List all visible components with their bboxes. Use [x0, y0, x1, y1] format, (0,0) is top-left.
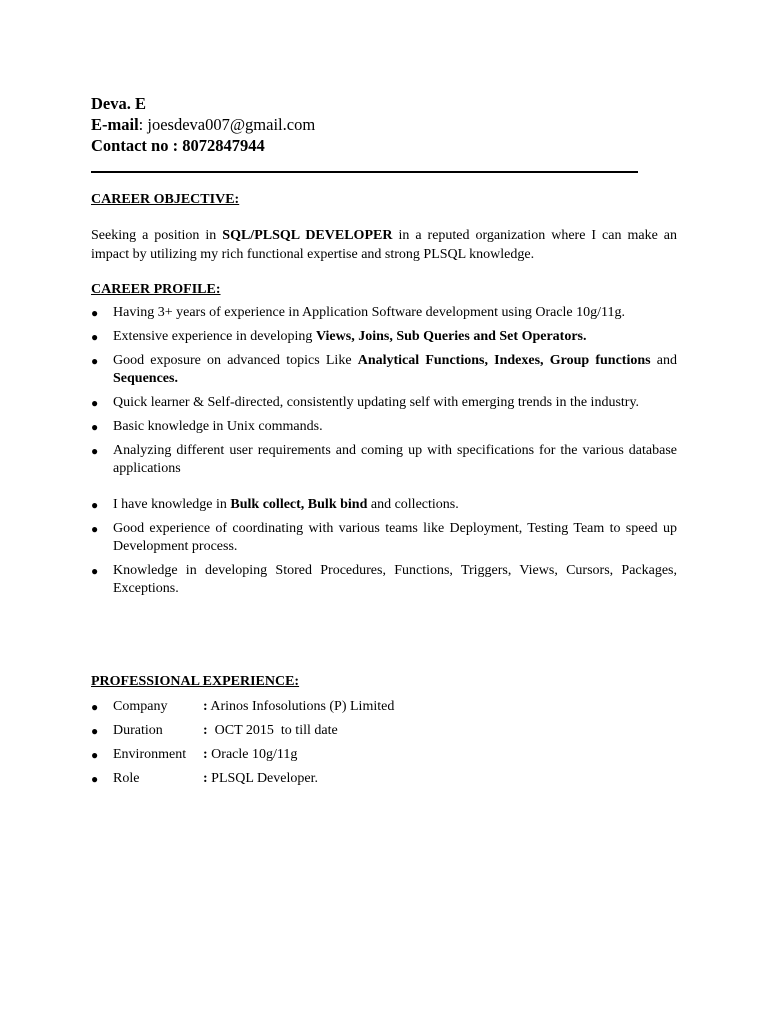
- profile-item: [91, 304, 677, 322]
- experience-separator: :: [203, 699, 208, 714]
- profile-item-highlight: Sequences.: [113, 371, 178, 386]
- profile-item: [91, 562, 677, 598]
- profile-item-text: Knowledge in developing Stored Procedures, Functions, Triggers, Views, Cursors, Packages, Exceptions.: [113, 563, 677, 596]
- profile-item: [91, 418, 677, 436]
- header-divider: [91, 171, 638, 173]
- profile-item-text: Having 3+ years of experience in Application Software development using Oracle 10g/11g.: [113, 305, 626, 320]
- experience-value: Arinos Infosolutions (P) Limited: [207, 699, 395, 714]
- profile-item-highlight: Views, Joins, Sub Queries and Set Operators.: [315, 329, 587, 344]
- bullet-icon: ●: [91, 772, 99, 786]
- experience-row: [91, 746, 394, 770]
- contact-header: [91, 93, 315, 156]
- bullet-icon: ●: [91, 498, 99, 512]
- experience-row: [91, 770, 394, 794]
- experience-value: Oracle 10g/11g: [207, 747, 298, 762]
- professional-experience-heading: PROFESSIONAL EXPERIENCE:: [91, 674, 300, 689]
- profile-item: [91, 352, 677, 388]
- experience-label: Duration: [113, 723, 163, 738]
- profile-item: [91, 520, 677, 556]
- email-line: [91, 114, 315, 135]
- experience-details-list: [91, 698, 394, 794]
- experience-label: Environment: [113, 747, 187, 762]
- bullet-icon: ●: [91, 330, 99, 344]
- profile-item: [91, 496, 677, 514]
- experience-row: [91, 722, 394, 746]
- career-profile-heading: CAREER PROFILE:: [91, 282, 221, 297]
- profile-item-text: Basic knowledge in Unix commands.: [113, 419, 323, 434]
- bullet-icon: ●: [91, 748, 99, 762]
- experience-label: Company: [113, 699, 168, 714]
- experience-separator: :: [203, 747, 208, 762]
- profile-item: [91, 442, 677, 478]
- profile-item-text: Good experience of coordinating with various teams like Deployment, Testing Team to speed up Development process.: [113, 521, 677, 554]
- bullet-icon: ●: [91, 724, 99, 738]
- profile-item-text: I have knowledge in: [113, 497, 231, 512]
- objective-text-start: Seeking a position in: [91, 228, 223, 243]
- experience-value: OCT 2015 to till date: [207, 723, 338, 738]
- bullet-icon: ●: [91, 522, 99, 536]
- profile-item-text: Extensive experience in developing: [113, 329, 316, 344]
- bullet-icon: ●: [91, 396, 99, 410]
- bullet-icon: ●: [91, 444, 99, 458]
- profile-item-text: Quick learner & Self-directed, consistently updating self with emerging trends in the industry.: [113, 395, 640, 410]
- profile-item: [91, 328, 677, 346]
- profile-item: [91, 394, 677, 412]
- career-objective-text: [91, 226, 677, 264]
- email-value: : joesdeva007@gmail.com: [138, 115, 316, 134]
- experience-separator: :: [203, 771, 208, 786]
- contact-number: Contact no : 8072847944: [91, 136, 265, 155]
- profile-item-highlight: Analytical Functions, Indexes, Group functions: [357, 353, 651, 368]
- bullet-icon: ●: [91, 354, 99, 368]
- email-label: E-mail: [91, 115, 139, 134]
- career-profile-list: [91, 304, 677, 598]
- profile-item-text: and collections.: [367, 497, 459, 512]
- profile-item-text: Good exposure on advanced topics Like: [113, 353, 358, 368]
- bullet-icon: ●: [91, 700, 99, 714]
- experience-label: Role: [113, 771, 140, 786]
- objective-text-end: in a reputed organization where I can make an impact by utilizing my rich functional expertise and strong PLSQL knowledge.: [91, 228, 677, 262]
- profile-item-text: and: [650, 353, 677, 368]
- experience-value: PLSQL Developer.: [207, 771, 318, 786]
- experience-row: [91, 698, 394, 722]
- bullet-icon: ●: [91, 420, 99, 434]
- candidate-name: Deva. E: [91, 94, 146, 113]
- profile-item-text: Analyzing different user requirements and coming up with specifications for the various database applications: [113, 443, 677, 476]
- objective-role: SQL/PLSQL DEVELOPER: [222, 228, 393, 243]
- career-objective-heading: CAREER OBJECTIVE:: [91, 192, 240, 207]
- bullet-icon: ●: [91, 306, 99, 320]
- profile-item-highlight: Bulk collect, Bulk bind: [230, 497, 368, 512]
- bullet-icon: ●: [91, 564, 99, 578]
- experience-separator: :: [203, 723, 208, 738]
